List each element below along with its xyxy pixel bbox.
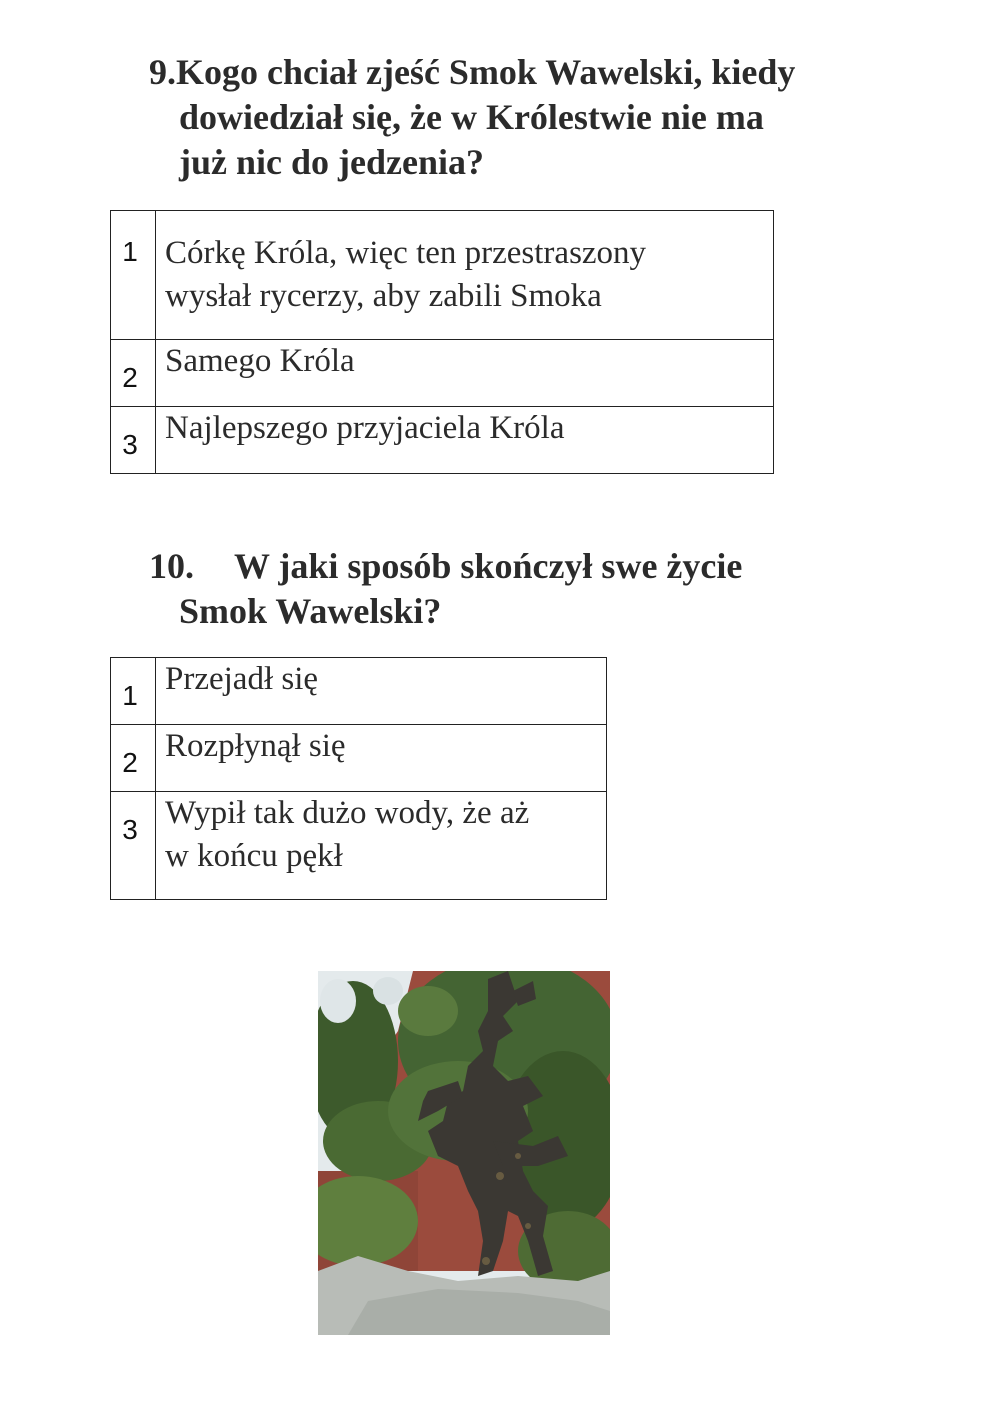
answer-row[interactable] <box>111 725 607 792</box>
answer-number: 2 <box>111 725 156 792</box>
answer-text: Córkę Króla, więc ten przestraszony wysłał rycerzy, aby zabili Smoka <box>156 211 774 340</box>
answer-text: Najlepszego przyjaciela Króla <box>156 407 774 474</box>
answer-row[interactable] <box>111 407 774 474</box>
answer-number: 3 <box>111 407 156 474</box>
answer-number: 2 <box>111 340 156 407</box>
question-10-line-2: Smok Wawelski? <box>179 591 442 631</box>
answer-row[interactable] <box>111 658 607 725</box>
question-9-line-3: już nic do jedzenia? <box>179 142 484 182</box>
question-9-line-2: dowiedział się, że w Królestwie nie ma <box>179 97 764 137</box>
answer-number: 1 <box>111 658 156 725</box>
answer-number: 3 <box>111 792 156 900</box>
question-9-line-1: 9.Kogo chciał zjeść Smok Wawelski, kiedy <box>149 52 796 92</box>
question-10-title <box>149 544 742 634</box>
question-9-title <box>149 50 795 185</box>
answer-text: Przejadł się <box>156 658 607 725</box>
answer-row[interactable] <box>111 340 774 407</box>
answer-row[interactable] <box>111 792 607 900</box>
answer-number: 1 <box>111 211 156 340</box>
answer-text: Samego Króla <box>156 340 774 407</box>
question-10-line-1: 10. W jaki sposób skończył swe życie <box>149 546 743 586</box>
answer-text: Wypił tak dużo wody, że aż w końcu pękł <box>156 792 607 900</box>
question-10-number: 10. <box>149 546 194 586</box>
question-9-answers-table <box>110 210 774 474</box>
answer-row[interactable] <box>111 211 774 340</box>
question-10-answers-table <box>110 657 607 900</box>
answer-text: Rozpłynął się <box>156 725 607 792</box>
dragon-statue-photo <box>318 971 610 1335</box>
dragon-statue-icon <box>318 971 610 1335</box>
